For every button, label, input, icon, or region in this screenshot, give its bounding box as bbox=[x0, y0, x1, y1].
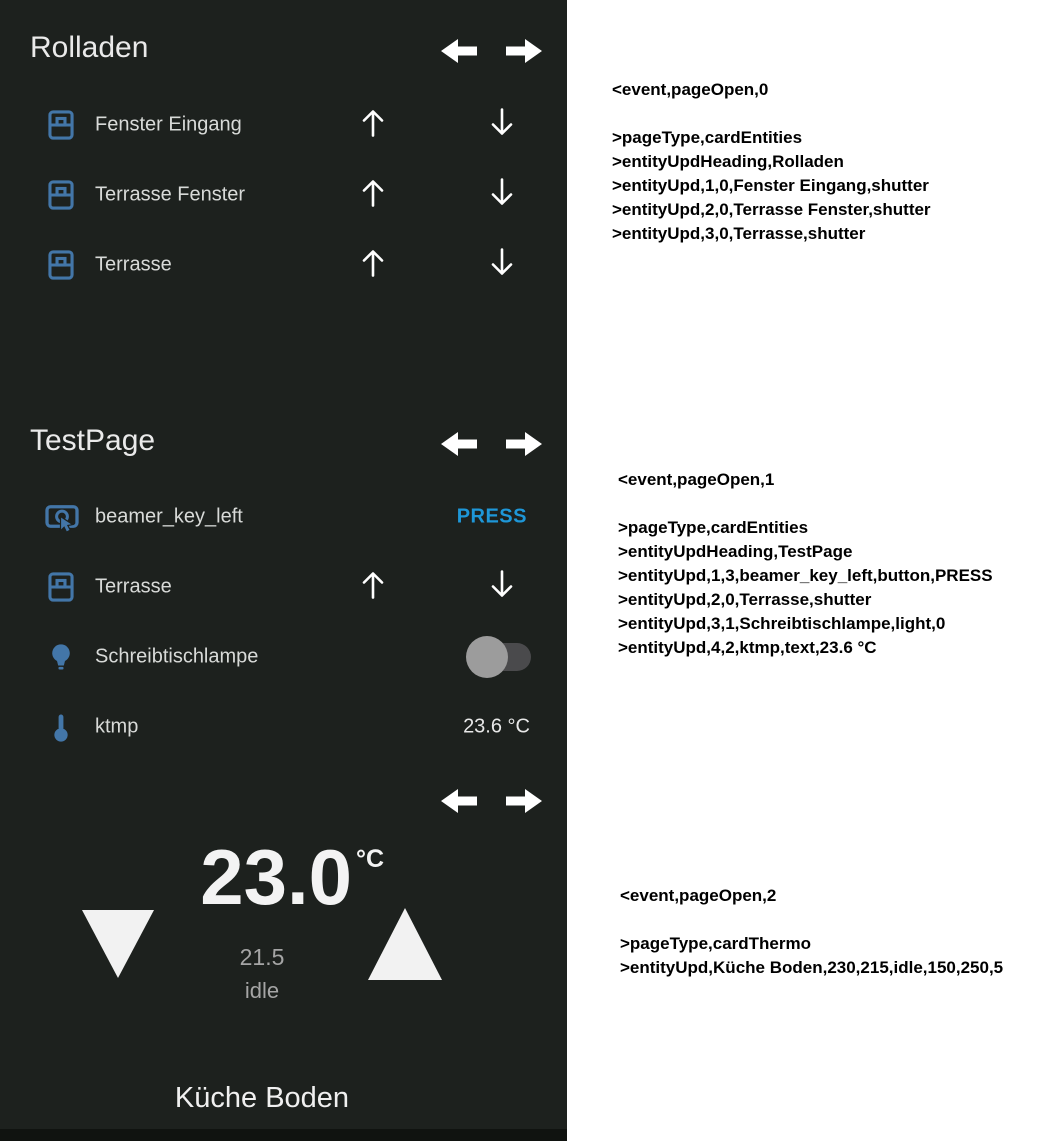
protocol-log-page2 bbox=[620, 884, 1045, 980]
current-temperature: 23.0 bbox=[200, 833, 352, 921]
shutter-up-button[interactable] bbox=[360, 107, 386, 144]
log-event-line: <event,pageOpen,2 bbox=[620, 886, 777, 905]
light-toggle-switch[interactable] bbox=[466, 635, 532, 679]
log-event-line: <event,pageOpen,0 bbox=[612, 80, 769, 99]
protocol-log-page0 bbox=[612, 78, 1044, 246]
shutter-down-button[interactable] bbox=[489, 107, 515, 144]
log-line: >entityUpd,3,0,Terrasse,shutter bbox=[612, 224, 866, 243]
entity-label: Fenster Eingang bbox=[95, 113, 242, 136]
page-title-rolladen: Rolladen bbox=[30, 31, 149, 64]
hvac-state: idle bbox=[244, 978, 280, 1003]
triangle-down-icon bbox=[82, 910, 154, 978]
toggle-knob bbox=[466, 636, 508, 678]
log-line: >entityUpd,1,3,beamer_key_left,button,PRESS bbox=[618, 566, 993, 585]
log-line: >entityUpd,4,2,ktmp,text,23.6 °C bbox=[618, 638, 877, 657]
log-line: >entityUpd,2,0,Terrasse Fenster,shutter bbox=[612, 200, 931, 219]
shutter-up-button[interactable] bbox=[360, 177, 386, 214]
shutter-icon bbox=[44, 178, 78, 212]
protocol-log-page1 bbox=[618, 468, 1045, 660]
entity-row-ktmp bbox=[0, 692, 567, 762]
next-page-button[interactable] bbox=[505, 36, 543, 66]
arrow-up-icon bbox=[360, 247, 386, 279]
entity-row-terrasse-testpage bbox=[0, 552, 567, 622]
arrow-left-icon bbox=[440, 429, 478, 459]
log-event-line: <event,pageOpen,1 bbox=[618, 470, 775, 489]
shutter-icon bbox=[44, 108, 78, 142]
arrow-right-icon bbox=[505, 786, 543, 816]
log-line: >entityUpdHeading,TestPage bbox=[618, 542, 853, 561]
gesture-tap-button-icon bbox=[44, 500, 78, 534]
arrow-up-icon bbox=[360, 569, 386, 601]
shutter-down-button[interactable] bbox=[489, 177, 515, 214]
prev-page-button[interactable] bbox=[440, 36, 478, 66]
log-line: >pageType,cardEntities bbox=[618, 518, 809, 537]
arrow-down-icon bbox=[489, 107, 515, 139]
log-line: >entityUpdHeading,Rolladen bbox=[612, 152, 844, 171]
temperature-unit: °C bbox=[356, 845, 385, 873]
entity-label: beamer_key_left bbox=[95, 505, 243, 528]
thermometer-icon bbox=[44, 710, 78, 744]
press-button[interactable]: PRESS bbox=[456, 505, 527, 528]
arrow-down-icon bbox=[489, 569, 515, 601]
page-title-testpage: TestPage bbox=[30, 424, 156, 457]
panel-bottom-strip bbox=[0, 1129, 567, 1141]
arrow-left-icon bbox=[440, 36, 478, 66]
entity-row-fenster-eingang bbox=[0, 90, 567, 160]
entity-label: Terrasse bbox=[95, 253, 172, 276]
arrow-up-icon bbox=[360, 177, 386, 209]
shutter-down-button[interactable] bbox=[489, 247, 515, 284]
temp-increase-button[interactable] bbox=[368, 908, 442, 985]
entity-label: Terrasse bbox=[95, 575, 172, 598]
arrow-down-icon bbox=[489, 247, 515, 279]
shutter-up-button[interactable] bbox=[360, 247, 386, 284]
entity-label: Terrasse Fenster bbox=[95, 183, 246, 206]
shutter-up-button[interactable] bbox=[360, 569, 386, 606]
lightbulb-icon bbox=[44, 640, 78, 674]
arrow-left-icon bbox=[440, 786, 478, 816]
log-line: >entityUpd,Küche Boden,230,215,idle,150,250,5 bbox=[620, 958, 1004, 977]
entity-row-terrasse-fenster bbox=[0, 160, 567, 230]
entity-row-schreibtischlampe bbox=[0, 622, 567, 692]
thermostat-entity-name: Küche Boden bbox=[174, 1082, 350, 1114]
arrow-down-icon bbox=[489, 177, 515, 209]
arrow-up-icon bbox=[360, 107, 386, 139]
triangle-up-icon bbox=[368, 908, 442, 980]
prev-page-button[interactable] bbox=[440, 786, 478, 816]
prev-page-button[interactable] bbox=[440, 429, 478, 459]
entity-row-beamer-key-left bbox=[0, 482, 567, 552]
log-line: >entityUpd,3,1,Schreibtischlampe,light,0 bbox=[618, 614, 946, 633]
entity-label: Schreibtischlampe bbox=[95, 645, 259, 668]
shutter-down-button[interactable] bbox=[489, 569, 515, 606]
log-line: >entityUpd,2,0,Terrasse,shutter bbox=[618, 590, 872, 609]
sensor-value: 23.6 °C bbox=[463, 715, 530, 738]
next-page-button[interactable] bbox=[505, 429, 543, 459]
arrow-right-icon bbox=[505, 36, 543, 66]
arrow-right-icon bbox=[505, 429, 543, 459]
log-line: >pageType,cardThermo bbox=[620, 934, 811, 953]
log-line: >entityUpd,1,0,Fenster Eingang,shutter bbox=[612, 176, 929, 195]
log-line: >pageType,cardEntities bbox=[612, 128, 803, 147]
shutter-icon bbox=[44, 570, 78, 604]
entity-label: ktmp bbox=[95, 715, 139, 738]
next-page-button[interactable] bbox=[505, 786, 543, 816]
temp-decrease-button[interactable] bbox=[82, 910, 154, 983]
shutter-icon bbox=[44, 248, 78, 282]
target-temperature: 21.5 bbox=[239, 944, 285, 970]
entity-row-terrasse bbox=[0, 230, 567, 300]
